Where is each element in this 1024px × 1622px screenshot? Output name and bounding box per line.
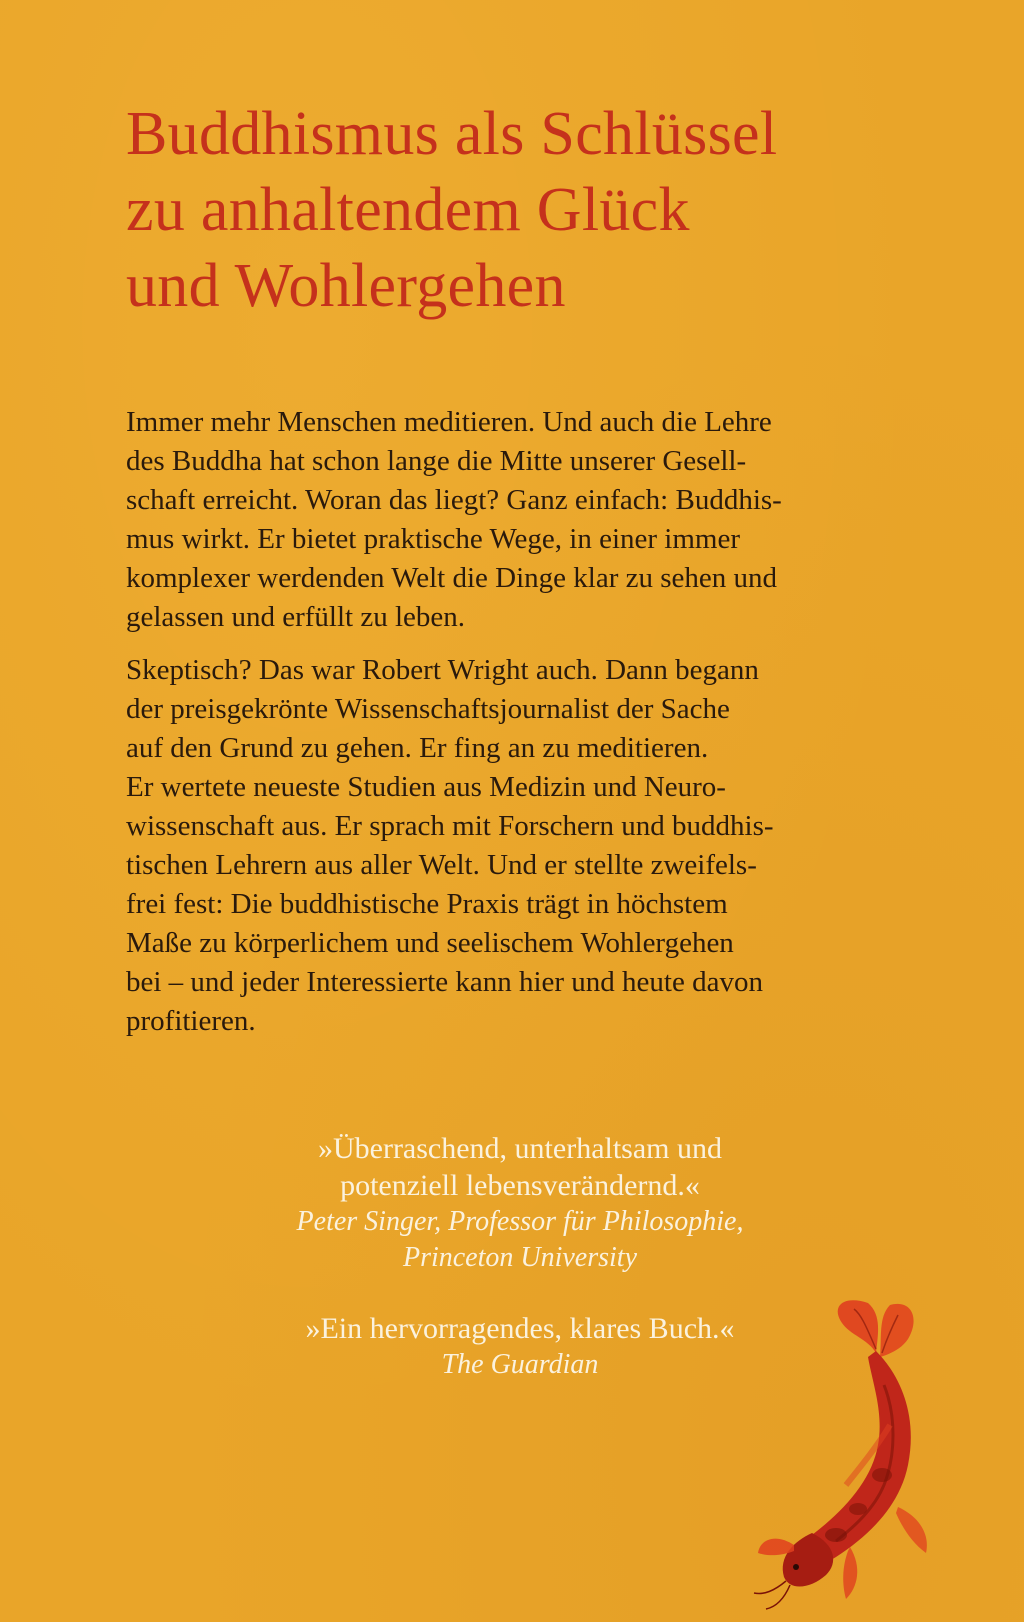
text-line: gelassen und erfüllt zu leben. xyxy=(126,601,466,633)
text-line: des Buddha hat schon lange die Mitte unserer Gesell- xyxy=(126,445,747,477)
headline-line: zu anhaltendem Glück xyxy=(126,176,690,244)
quote-text: »Überraschend, unterhaltsam und xyxy=(317,1132,723,1165)
text-line: Maße zu körperlichem und seelischem Wohlergehen xyxy=(126,927,734,959)
blurb xyxy=(126,403,866,1055)
quote-text: potenziell lebensverändernd.« xyxy=(340,1169,700,1202)
quote-attribution: The Guardian xyxy=(441,1349,599,1380)
text-line: wissenschaft aus. Er sprach mit Forschern und buddhis- xyxy=(126,810,774,842)
text-line: Er wertete neueste Studien aus Medizin und Neuro- xyxy=(126,771,726,803)
quote-attribution: Peter Singer, Professor für Philosophie, xyxy=(296,1206,744,1237)
text-line: mus wirkt. Er bietet praktische Wege, in einer immer xyxy=(126,523,740,555)
text-line: schaft erreicht. Woran das liegt? Ganz einfach: Buddhis- xyxy=(126,484,782,516)
headline xyxy=(126,96,926,324)
text-line: auf den Grund zu gehen. Er fing an zu meditieren. xyxy=(126,732,709,764)
text-line: bei – und jeder Interessierte kann hier und heute davon xyxy=(126,966,763,998)
review-quotes xyxy=(220,1130,820,1417)
text-line: Immer mehr Menschen meditieren. Und auch die Lehre xyxy=(126,406,772,438)
blurb-paragraph xyxy=(126,651,866,1041)
review-quote xyxy=(220,1130,820,1276)
text-line: profitieren. xyxy=(126,1005,256,1037)
review-quote xyxy=(220,1310,820,1383)
headline-line: Buddhismus als Schlüssel xyxy=(126,100,778,168)
koi-fish-icon xyxy=(750,1295,960,1615)
quote-text: »Ein hervorragendes, klares Buch.« xyxy=(305,1312,735,1345)
blurb-paragraph xyxy=(126,403,866,637)
headline-line: und Wohlergehen xyxy=(126,252,566,320)
text-line: frei fest: Die buddhistische Praxis trägt in höchstem xyxy=(126,888,728,920)
text-line: komplexer werdenden Welt die Dinge klar zu sehen und xyxy=(126,562,778,594)
text-line: tischen Lehrern aus aller Welt. Und er stellte zweifels- xyxy=(126,849,757,881)
quote-attribution: Princeton University xyxy=(402,1242,638,1273)
text-line: der preisgekrönte Wissenschaftsjournalist der Sache xyxy=(126,693,730,725)
text-line: Skeptisch? Das war Robert Wright auch. Dann begann xyxy=(126,654,759,686)
